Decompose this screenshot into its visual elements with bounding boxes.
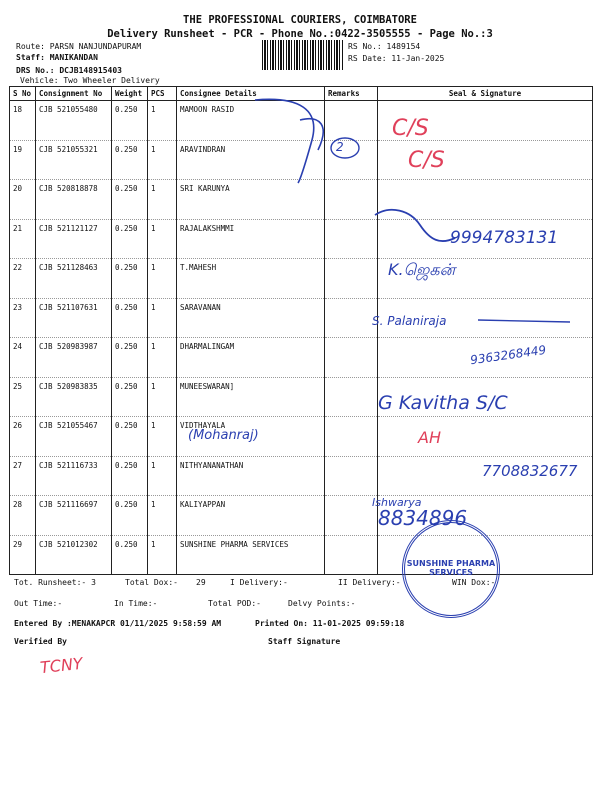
vehicle: Vehicle: Two Wheeler Delivery <box>20 76 160 85</box>
i-delivery: I Delivery:- <box>230 578 288 587</box>
consignment-no: CJB 521055480 <box>36 101 112 141</box>
pcs: 1 <box>148 535 177 575</box>
company-title: THE PROFESSIONAL COURIERS, COIMBATORE <box>183 14 417 26</box>
pcs: 1 <box>148 140 177 180</box>
consignee: DHARMALINGAM <box>177 338 325 378</box>
pcs: 1 <box>148 417 177 457</box>
consignment-no: CJB 520983835 <box>36 377 112 417</box>
note-26: (Mohanraj) <box>188 428 259 443</box>
sno: 29 <box>10 535 36 575</box>
phone-28: 8834896 <box>378 506 468 530</box>
weight: 0.250 <box>112 298 148 338</box>
consignee: SARAVANAN <box>177 298 325 338</box>
col-sno: S No <box>10 87 36 101</box>
pcs: 1 <box>148 377 177 417</box>
weight: 0.250 <box>112 259 148 299</box>
col-remarks: Remarks <box>325 87 378 101</box>
consignment-no: CJB 521012302 <box>36 535 112 575</box>
tot-runsheet: Tot. Runsheet:- 3 <box>14 578 96 587</box>
consignment-no: CJB 521055467 <box>36 417 112 457</box>
company-stamp <box>402 520 500 618</box>
pcs: 1 <box>148 259 177 299</box>
pcs: 1 <box>148 456 177 496</box>
entered-by: Entered By :MENAKAPCR 01/11/2025 9:58:59 AM <box>14 619 222 628</box>
consignee: MAMOON RASID <box>177 101 325 141</box>
win-dox: WIN Dox:- <box>452 578 496 587</box>
sno: 28 <box>10 496 36 536</box>
runsheet-subtitle: Delivery Runsheet - PCR - Phone No.:0422-3505555 - Page No.:3 <box>107 28 493 40</box>
ii-delivery: II Delivery:- <box>338 578 401 587</box>
consignment-no: CJB 521128463 <box>36 259 112 299</box>
consignee: VIDTHAYALA <box>177 417 325 457</box>
weight: 0.250 <box>112 535 148 575</box>
consignee: KALIYAPPAN <box>177 496 325 536</box>
consignment-no: CJB 521116733 <box>36 456 112 496</box>
sno: 24 <box>10 338 36 378</box>
pcs: 1 <box>148 496 177 536</box>
pcs: 1 <box>148 338 177 378</box>
ah-mark-26: AH <box>418 428 441 447</box>
total-pod: Total POD:- <box>208 599 261 608</box>
consignment-no: CJB 520983987 <box>36 338 112 378</box>
col-seal: Seal & Signature <box>378 87 593 101</box>
consignee: ARAVINDRAN <box>177 140 325 180</box>
col-pcs: PCS <box>148 87 177 101</box>
weight: 0.250 <box>112 219 148 259</box>
drs-number: DRS No.: DCJB148915403 <box>16 66 122 75</box>
sno: 26 <box>10 417 36 457</box>
sign-22: K.ஜெகன் <box>388 260 456 279</box>
consignee: RAJALAKSHMMI <box>177 219 325 259</box>
weight: 0.250 <box>112 417 148 457</box>
sno: 25 <box>10 377 36 417</box>
sno: 22 <box>10 259 36 299</box>
name-28: Ishwarya <box>372 496 422 509</box>
total-dox-value: 29 <box>196 578 206 587</box>
stamp-text: SUNSHINE PHARMA SERVICES <box>406 559 496 577</box>
pcs: 1 <box>148 298 177 338</box>
rs-date: RS Date: 11-Jan-2025 <box>348 54 445 63</box>
col-consignment: Consignment No <box>36 87 112 101</box>
consignment-no: CJB 521116697 <box>36 496 112 536</box>
pcs: 1 <box>148 219 177 259</box>
weight: 0.250 <box>112 338 148 378</box>
total-dox: Total Dox:- <box>125 578 178 587</box>
sno: 23 <box>10 298 36 338</box>
delvy-points: Delvy Points:- <box>288 599 356 608</box>
phone-27: 7708832677 <box>482 462 578 480</box>
sno: 20 <box>10 180 36 220</box>
verified-mark: TCNY <box>39 653 84 678</box>
in-time: In Time:- <box>114 599 158 608</box>
weight: 0.250 <box>112 496 148 536</box>
weight: 0.250 <box>112 377 148 417</box>
cls-mark-2: C/S <box>408 148 445 173</box>
consignee: SUNSHINE PHARMA SERVICES <box>177 535 325 575</box>
printed-on: Printed On: 11-01-2025 09:59:18 <box>255 619 405 628</box>
sign-23: S. Palaniraja <box>372 314 447 328</box>
sno: 19 <box>10 140 36 180</box>
consignee: SRI KARUNYA <box>177 180 325 220</box>
sno: 27 <box>10 456 36 496</box>
col-consignee: Consignee Details <box>177 87 325 101</box>
consignee: T.MAHESH <box>177 259 325 299</box>
staff: Staff: MANIKANDAN <box>16 53 98 62</box>
sno: 21 <box>10 219 36 259</box>
phone-21: 9994783131 <box>450 228 559 248</box>
weight: 0.250 <box>112 101 148 141</box>
weight: 0.250 <box>112 180 148 220</box>
consignment-no: CJB 521107631 <box>36 298 112 338</box>
consignee: MUNEESWARAN] <box>177 377 325 417</box>
circled-two: 2 <box>336 140 344 154</box>
pcs: 1 <box>148 101 177 141</box>
consignment-no: CJB 520818878 <box>36 180 112 220</box>
consignee: NITHYANANATHAN <box>177 456 325 496</box>
weight: 0.250 <box>112 140 148 180</box>
pcs: 1 <box>148 180 177 220</box>
sign-25: G Kavitha S/C <box>378 392 508 414</box>
phone-24: 9363268449 <box>469 342 547 368</box>
consignment-no: CJB 521121127 <box>36 219 112 259</box>
col-weight: Weight <box>112 87 148 101</box>
sno: 18 <box>10 101 36 141</box>
verified-by: Verified By <box>14 637 67 646</box>
weight: 0.250 <box>112 456 148 496</box>
route: Route: PARSN NANJUNDAPURAM <box>16 42 142 51</box>
cls-mark-1: C/S <box>392 116 429 141</box>
out-time: Out Time:- <box>14 599 63 608</box>
staff-signature: Staff Signature <box>268 637 341 646</box>
rs-number: RS No.: 1489154 <box>348 42 421 51</box>
consignment-no: CJB 521055321 <box>36 140 112 180</box>
